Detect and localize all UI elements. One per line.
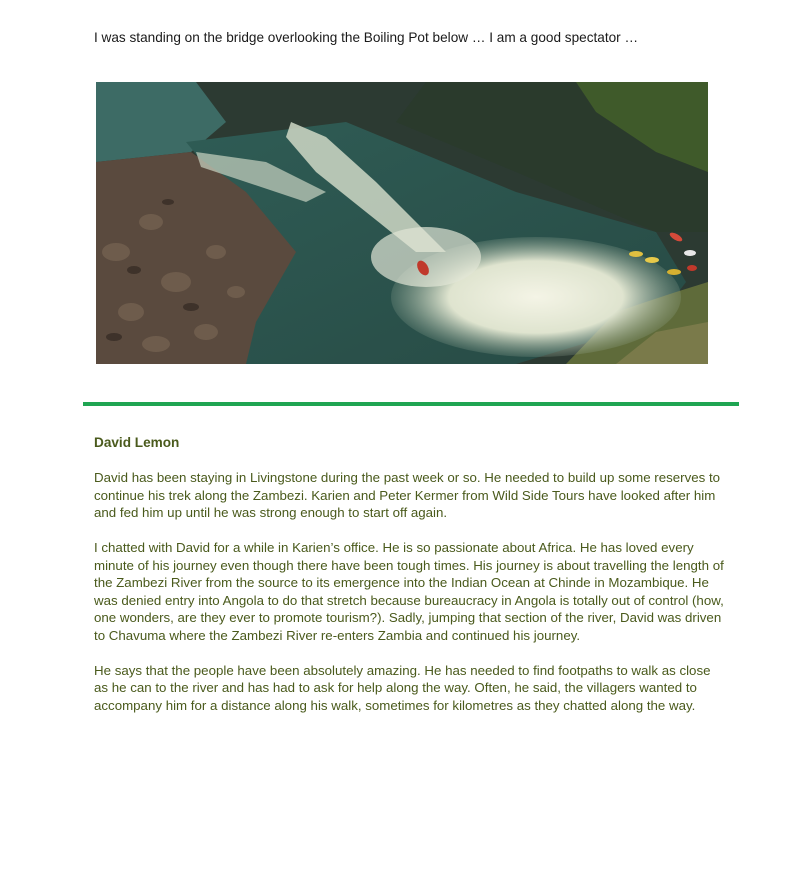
- article-paragraph: He says that the people have been absolutely amazing. He has needed to find footpaths to walk as close as he can to the river and has had to ask for help along the way. Often, he said, the villagers wanted to accompany him for a distance along his walk, sometimes for kilometres as they chatted along the way.: [94, 662, 711, 713]
- article: [94, 434, 724, 732]
- article-heading: David Lemon: [94, 435, 180, 450]
- article-paragraph: I chatted with David for a while in Karien’s office. He is so passionate about Africa. He has loved every minute of his journey even though there have been tough times. His journey is about travelling the length of the Zambezi River from the source to its emergence into the Indian Ocean at Chinde in Mozambique. He was denied entry into Angola to do that stretch because bureaucracy in Angola is totally out of control (how, one wonders, are they ever to promote tourism?). Sadly, jumping that section of the river, David was driven to Chavuma where the Zambezi River re-enters Zambia and continued his journey.: [94, 540, 724, 643]
- article-paragraph: David has been staying in Livingstone during the past week or so. He needed to build up some reserves to continue his trek along the Zambezi. Karien and Peter Kermer from Wild Side Tours have looked after him and fed him up until he was strong enough to start off again.: [94, 470, 721, 520]
- boiling-pot-photo: [96, 82, 708, 364]
- section-divider: [83, 402, 739, 406]
- photo-caption: I was standing on the bridge overlooking the Boiling Pot below … I am a good spectator …: [94, 30, 639, 45]
